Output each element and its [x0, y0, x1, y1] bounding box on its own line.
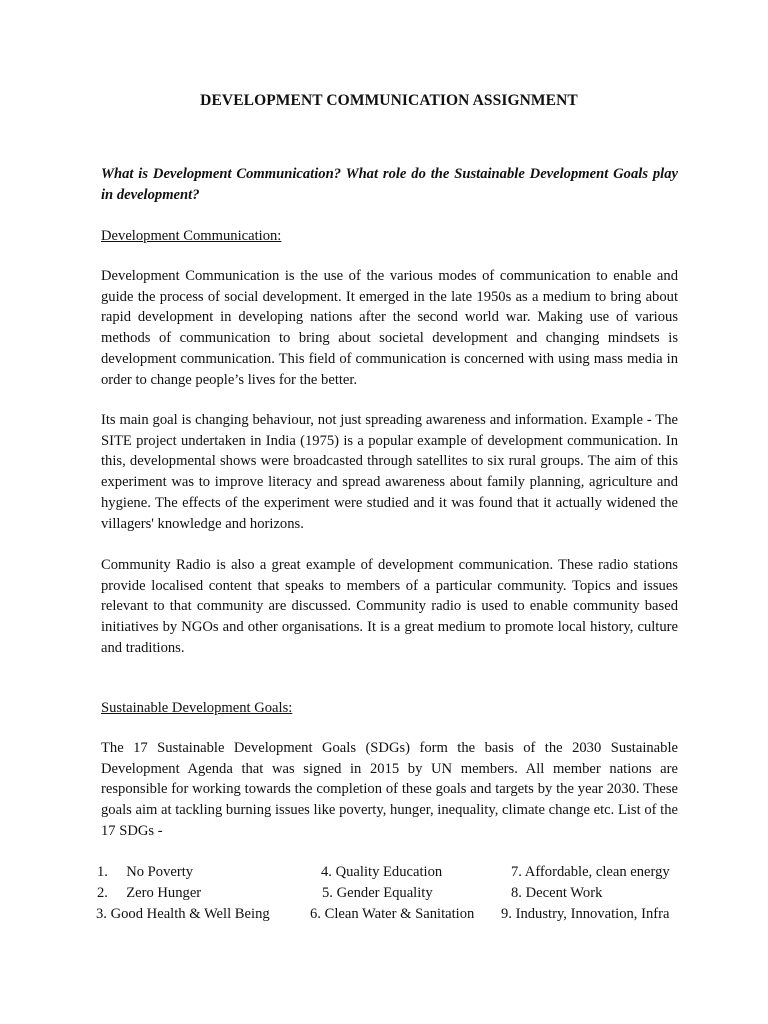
sdg-item: 6. Clean Water & Sanitation	[310, 906, 475, 922]
paragraph-definition: Development Communication is the use of the various modes of communication to enable and guide the process of social development. It emerged in the late 1950s as a medium to bring about rapid development in developing nations after the second world war. Making use of various methods of communication to bring about societal development and changing mindsets is development communication. This field of communication is concerned with using mass media in order to change people’s lives for the better.	[101, 268, 678, 388]
sdg-item: 4. Quality Education	[321, 864, 443, 880]
sdg-item: 5. Gender Equality	[322, 885, 433, 901]
assignment-question: What is Development Communication? What role do the Sustainable Development Goals play in development?	[101, 166, 678, 203]
sdg-item: 9. Industry, Innovation, Infra	[501, 906, 670, 922]
document-title: DEVELOPMENT COMMUNICATION ASSIGNMENT	[200, 92, 578, 109]
sdg-item: 7. Affordable, clean energy	[511, 864, 670, 880]
paragraph-community-radio: Community Radio is also a great example of development communication. These radio stations provide localised content that speaks to members of a particular community. Topics and issues relevant to that community are discussed. Community radio is used to enable community based initiatives by NGOs and other organisations. It is a great medium to promote local history, culture and traditions.	[101, 557, 678, 656]
sdg-item: 2. Zero Hunger	[97, 885, 202, 901]
sdg-list	[0, 862, 768, 932]
sdg-item: 3. Good Health & Well Being	[96, 906, 270, 922]
paragraph-site-example: Its main goal is changing behaviour, not just spreading awareness and information. Example - The SITE project undertaken in India (1975) is a popular example of development communication. In this, developmental shows were broadcasted through satellites to six rural groups. The aim of this experiment was to improve literacy and spread awareness about family planning, agriculture and hygiene. The effects of the experiment were studied and it was found that it actually widened the villagers' knowledge and horizons.	[101, 412, 678, 532]
sdg-item: 1. No Poverty	[97, 864, 194, 880]
section-heading-development-communication: Development Communication:	[101, 228, 282, 244]
section-heading-sdgs: Sustainable Development Goals:	[101, 700, 293, 716]
paragraph-sdgs: The 17 Sustainable Development Goals (SDGs) form the basis of the 2030 Sustainable Development Agenda that was signed in 2015 by UN members. All member nations are responsible for working towards the completion of these goals and targets by the year 2030. These goals aim at tackling burning issues like poverty, hunger, inequality, climate change etc. List of the 17 SDGs -	[101, 740, 678, 839]
sdg-item: 8. Decent Work	[511, 885, 603, 901]
